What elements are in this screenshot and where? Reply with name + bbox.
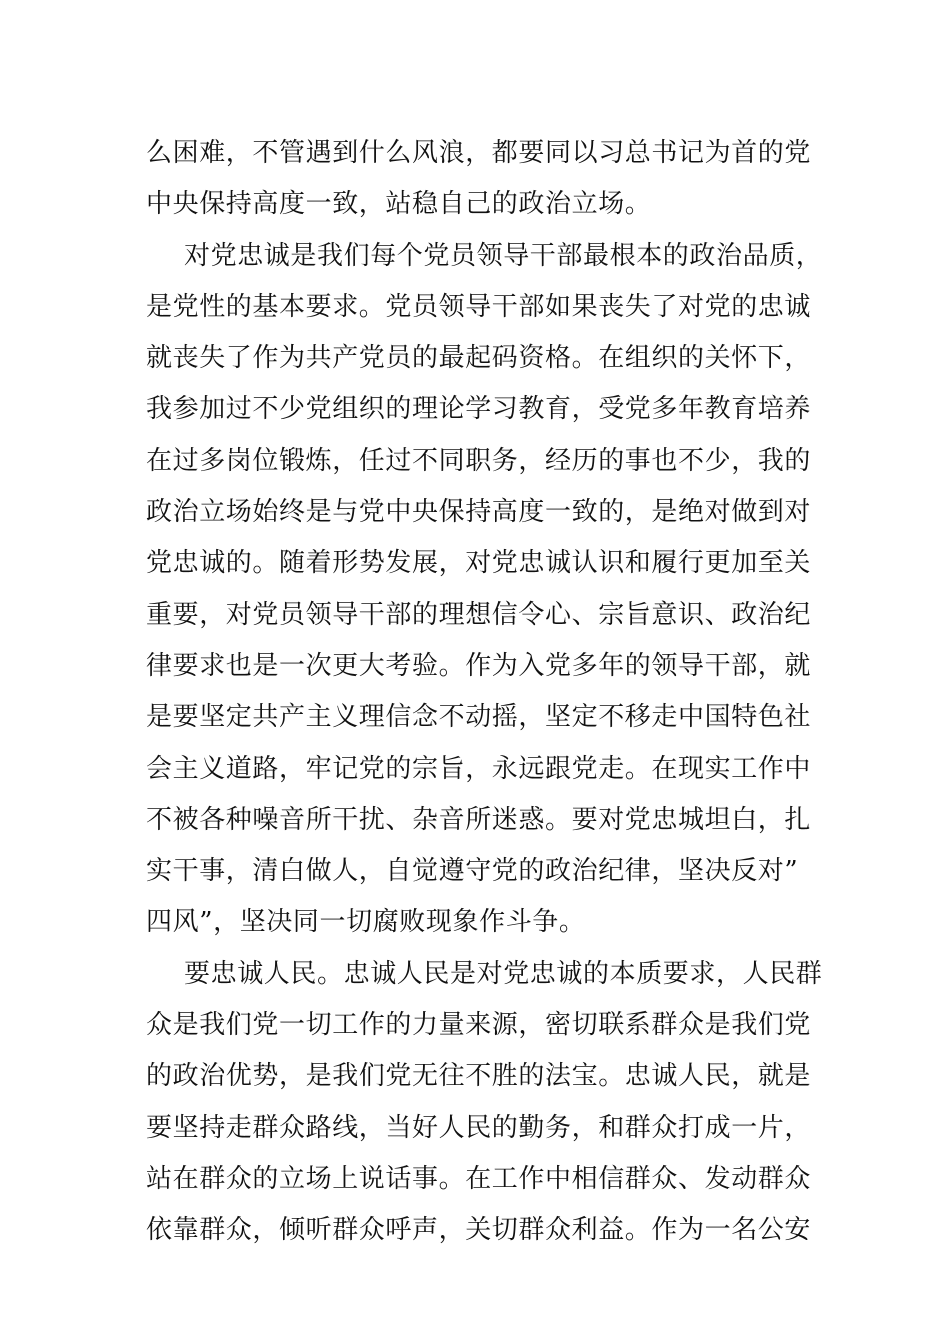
paragraph-2-line-7: 党忠诚的。随着形势发展，对党忠诚认识和履行更加至关 xyxy=(146,548,812,579)
paragraph-2-line-2: 是党性的基本要求。党员领导干部如果丧失了对党的忠诚 xyxy=(146,291,812,322)
paragraph-3-line-3: 的政治优势，是我们党无往不胜的法宝。忠诚人民，就是 xyxy=(146,1061,812,1092)
paragraph-2-line-4: 我参加过不少党组织的理论学习教育，受党多年教育培养 xyxy=(146,394,812,425)
paragraph-3-line-5: 站在群众的立场上说话事。在工作中相信群众、发动群众 xyxy=(146,1163,812,1194)
paragraph-3-line-4: 要坚持走群众路线，当好人民的勤务，和群众打成一片， xyxy=(146,1112,812,1143)
paragraph-2-line-9: 律要求也是一次更大考验。作为入党多年的领导干部，就 xyxy=(146,650,812,681)
paragraph-2-line-6: 政治立场始终是与党中央保持高度一致的，是绝对做到对 xyxy=(146,497,812,528)
paragraph-2-line-13: 实干事，清白做人，自觉遵守党的政治纪律，坚决反对” xyxy=(146,856,799,887)
paragraph-2-line-14: 四风”，坚决同一切腐败现象作斗争。 xyxy=(146,907,586,938)
paragraph-3-line-6: 依靠群众，倾听群众呼声，关切群众利益。作为一名公安 xyxy=(146,1215,812,1246)
paragraph-2-line-1: 对党忠诚是我们每个党员领导干部最根本的政治品质， xyxy=(184,240,823,271)
paragraph-2-line-3: 就丧失了作为共产党员的最起码资格。在组织的关怀下， xyxy=(146,343,812,374)
paragraph-1-line-1: 么困难，不管遇到什么风浪，都要同以习总书记为首的党 xyxy=(146,138,812,168)
paragraph-1-line-2: 中央保持高度一致，站稳自己的政治立场。 xyxy=(146,189,652,220)
paragraph-2-line-11: 会主义道路，牢记党的宗旨，永远跟党走。在现实工作中 xyxy=(146,753,812,784)
body-text xyxy=(146,128,823,1257)
paragraph-3-line-2: 众是我们党一切工作的力量来源，密切联系群众是我们党 xyxy=(146,1010,812,1041)
paragraph-2-line-10: 是要坚定共产主义理信念不动摇，坚定不移走中国特色社 xyxy=(146,702,812,733)
paragraph-2-line-12: 不被各种噪音所干扰、杂音所迷惑。要对党忠城坦白，扎 xyxy=(146,804,812,835)
paragraph-3-line-1: 要忠诚人民。忠诚人民是对党忠诚的本质要求，人民群 xyxy=(184,958,823,989)
paragraph-2-line-8: 重要，对党员领导干部的理想信令心、宗旨意识、政治纪 xyxy=(146,599,812,630)
paragraph-2-line-5: 在过多岗位锻炼，任过不同职务，经历的事也不少，我的 xyxy=(146,445,812,476)
